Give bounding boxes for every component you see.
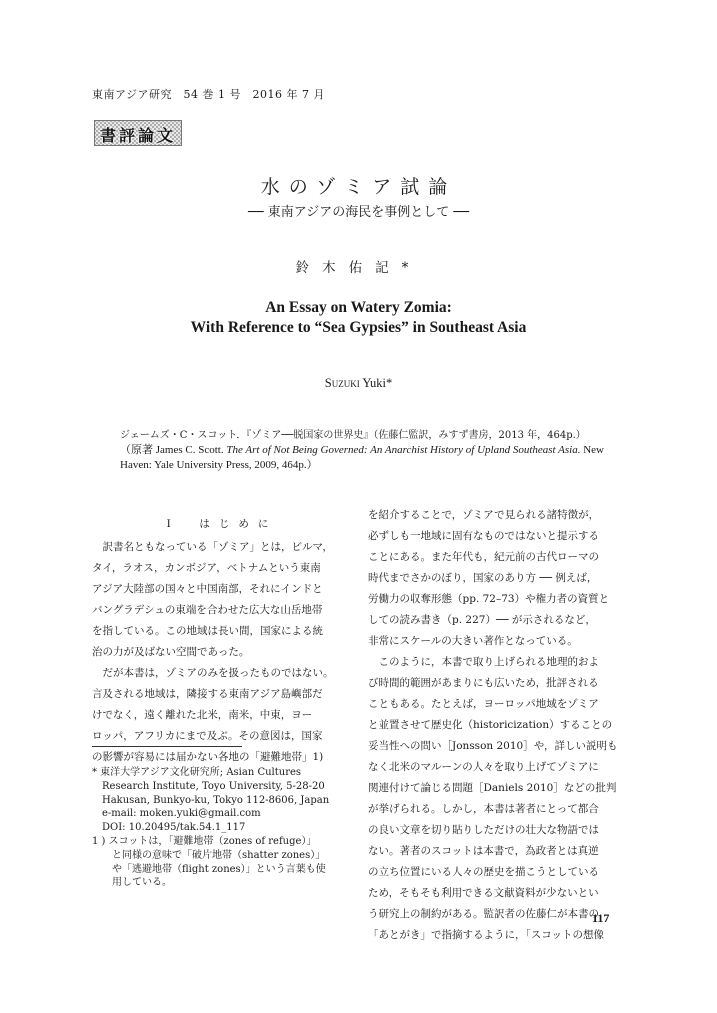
author-name-en xyxy=(0,376,717,391)
body-line: 妥当性への問い［Jonsson 2010］や，詳しい説明も xyxy=(368,740,618,752)
footnote-line: 用している。 xyxy=(92,877,172,889)
body-line: 言及される地域は，隣接する東南アジア島嶼部だ xyxy=(92,688,323,700)
journal-header: 東南アジア研究 54 巻 1 号 2016 年 7 月 xyxy=(92,88,326,101)
citation-orig-suffix: New Haven: Yale University Press, 2009, 464p.） xyxy=(120,444,605,471)
body-line: アジア大陸部の国々と中国南部，それにインドと xyxy=(92,583,323,595)
body-column-left xyxy=(92,537,352,768)
body-line: 「あとがき」で指摘するように，「スコットの想像 xyxy=(368,929,605,941)
page-number: 117 xyxy=(592,911,610,925)
body-column-right xyxy=(368,505,628,946)
category-badge xyxy=(94,120,182,146)
author-family-name: Suzuki xyxy=(324,376,360,390)
body-line: を紹介することで，ゾミアで見られる諸特徴が， xyxy=(368,509,600,521)
body-line: の影響が容易には届かない各地の「避難地帯」1) xyxy=(92,751,324,763)
body-line: ため，そもそも利用できる文献資料が少ないとい xyxy=(368,887,599,899)
footnotes xyxy=(92,766,352,890)
body-line: タイ，ラオス，カンボジア，ベトナムという東南 xyxy=(92,562,321,574)
article-title-en xyxy=(0,298,717,338)
footnote-line: e-mail: moken.yuki@gmail.com xyxy=(92,808,261,820)
body-line: けでなく，遠く離れた北米，南米，中東，ヨー xyxy=(92,709,313,721)
body-line: ことにある。また年代も，紀元前の古代ローマの xyxy=(368,551,599,563)
body-line: しての読み書き（p. 227）── が示されるなど， xyxy=(368,614,596,626)
body-line: 時代までさかのぼり，国家のあり方 ── 例えば， xyxy=(368,572,598,584)
author-given-name: Yuki* xyxy=(362,376,393,390)
article-title-jp: 水のゾミア試論 xyxy=(260,176,457,198)
body-line: バングラデシュの東端を合わせた広大な山岳地帯 xyxy=(92,604,323,616)
body-line: の良い文章を切り貼りしただけの壮大な物語では xyxy=(368,824,599,836)
footnote-line: と同様の意味で「破片地帯（shatter zones）」 xyxy=(92,849,326,861)
body-line: の立ち位置にいる人々の歴史を描こうとしている xyxy=(368,866,599,878)
category-label: 書評論文 xyxy=(99,126,176,145)
footnote-divider xyxy=(92,746,242,747)
body-line: を指している。この地域は長い間，国家による統 xyxy=(92,625,323,637)
footnote-line: 1 ) スコットは，「避難地帯（zones of refuge）」 xyxy=(92,835,317,847)
body-line: こともある。たとえば，ヨーロッパ地域をゾミア xyxy=(368,698,599,710)
title-en-line2: With Reference to “Sea Gypsies” in Southeast Asia xyxy=(190,319,527,336)
body-line: と並置させて歴史化（historicization）することの xyxy=(368,719,613,731)
body-line: 必ずしも一地域に固有なものではないと提示する xyxy=(368,530,599,542)
body-line: び時間的範囲があまりにも広いため，批評される xyxy=(368,677,599,689)
section-heading: I はじめに xyxy=(166,518,278,530)
body-line: ない。著者のスコットは本書で，為政者とは真逆 xyxy=(368,845,599,857)
body-line: だが本書は，ゾミアのみを扱ったものではない。 xyxy=(92,667,334,679)
body-line: が挙げられる。しかし，本書は著者にとって都合 xyxy=(368,803,599,815)
body-line: う研究上の制約がある。監訳者の佐藤仁が本書の xyxy=(368,908,599,920)
footnote-line: DOI: 10.20495/tak.54.1_117 xyxy=(92,822,246,834)
footnote-line: Hakusan, Bunkyo-ku, Tokyo 112-8606, Japan xyxy=(92,794,330,806)
body-line: このように，本書で取り上げられる地理的およ xyxy=(368,656,599,668)
body-line: 関連付けて論じる問題［Daniels 2010］などの批判 xyxy=(368,782,617,794)
footnote-line: * 東洋大学アジア文化研究所; Asian Cultures xyxy=(92,767,302,778)
body-line: 労働力の収奪形態（pp. 72–73）や権力者の資質と xyxy=(368,593,610,605)
footnote-line: Research Institute, Toyo University, 5-28-20 xyxy=(92,780,325,792)
citation-original xyxy=(120,443,620,473)
body-line: なく北米のマルーンの人々を取り上げてゾミアに xyxy=(368,761,599,773)
citation-jp: ジェームズ・C・スコット．『ゾミア──脱国家の世界史』（佐藤仁監訳，みすず書房，2013 年，464p.） xyxy=(120,430,586,441)
body-line: ロッパ，アフリカにまで及ぶ。その意図は，国家 xyxy=(92,730,323,742)
footnote-line: や「逃避地帯（flight zones）」という言葉も使 xyxy=(92,863,326,875)
article-subtitle-jp: ── 東南アジアの海民を事例として ── xyxy=(247,205,470,220)
body-line: 非常にスケールの大きい著作となっている。 xyxy=(368,635,578,647)
author-name-jp: 鈴木佑記* xyxy=(295,260,422,276)
citation-orig-title: The Art of Not Being Governed: An Anarchist History of Upland Southeast Asia. xyxy=(226,444,581,456)
citation-orig-prefix: （原著 James C. Scott. xyxy=(120,444,227,456)
body-line: 治の力が及ばない空間であった。 xyxy=(92,646,250,658)
body-line: 訳書名ともなっている「ゾミア」とは，ビルマ， xyxy=(92,541,333,553)
reviewed-book-citation xyxy=(120,428,620,473)
title-en-line1: An Essay on Watery Zomia: xyxy=(265,299,452,316)
